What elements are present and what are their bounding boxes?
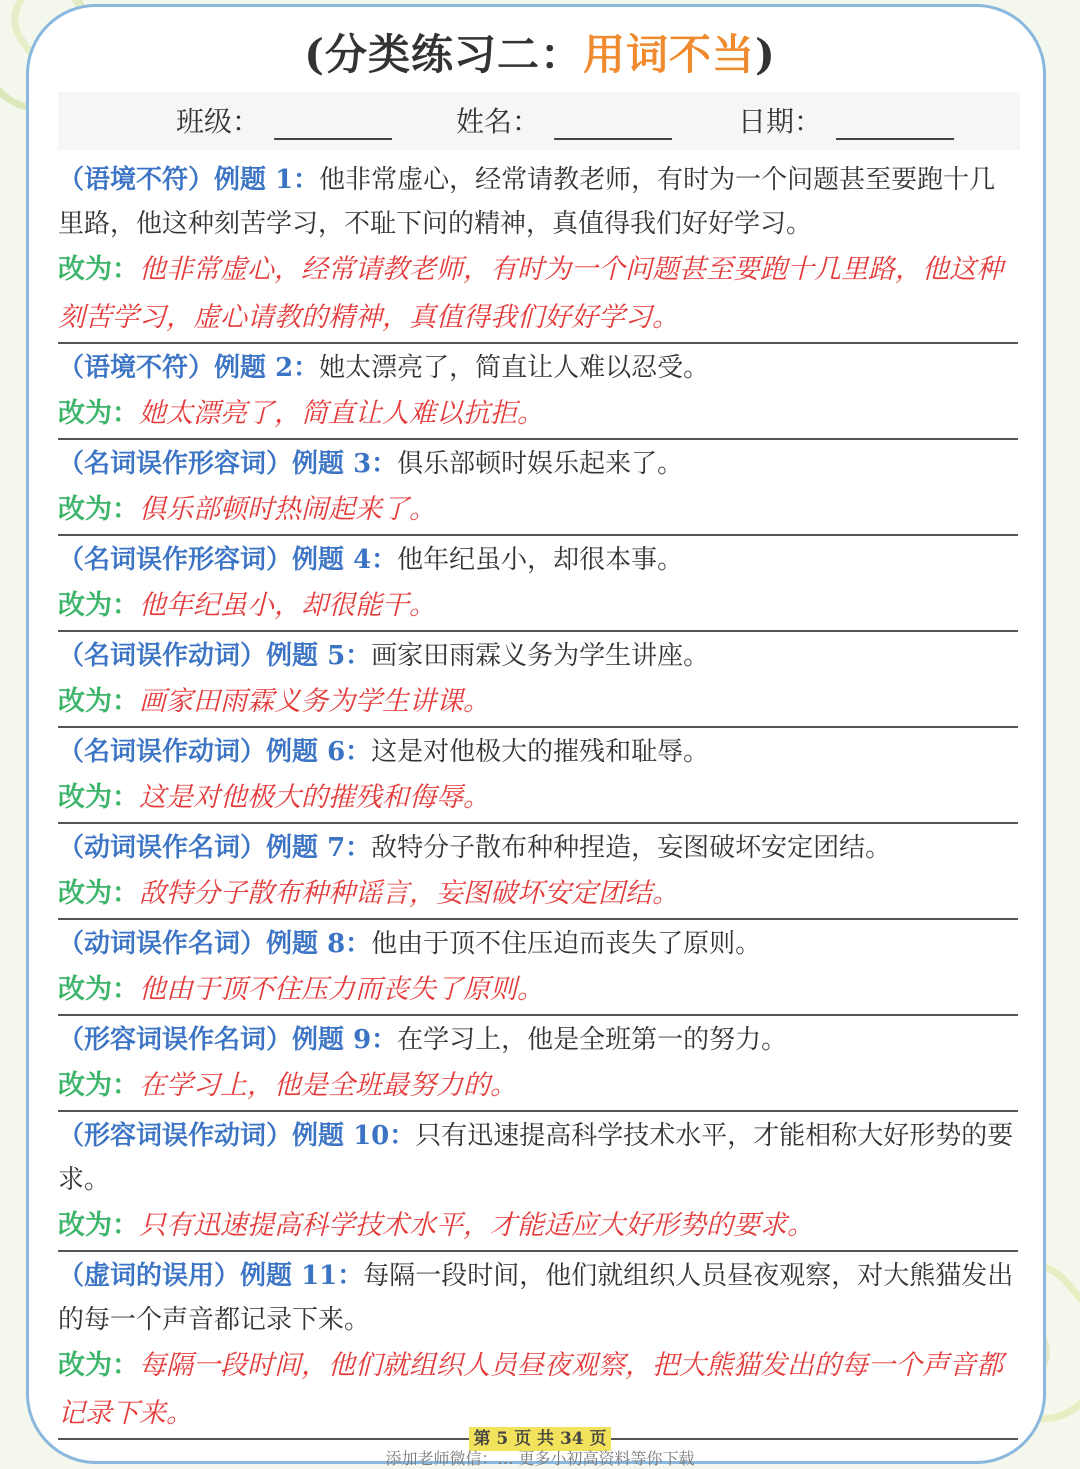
question-text: 他年纪虽小，却很本事。: [397, 545, 684, 575]
exercise-list: [58, 158, 1018, 1442]
category-label: （形容词误作名词）: [58, 1025, 293, 1055]
title-prefix: (分类练习二：: [304, 30, 583, 79]
answer-label: 改为：: [58, 686, 139, 717]
answer-label: 改为：: [58, 254, 139, 285]
answer: [58, 582, 1018, 632]
example-number: 例题 6：: [266, 737, 372, 767]
example-number: 例题 1：: [214, 165, 320, 195]
question-text: 她太漂亮了，简直让人难以忍受。: [319, 353, 710, 383]
title-suffix: ): [755, 30, 776, 79]
answer: [58, 1202, 1018, 1252]
example-number: 例题 9：: [292, 1025, 398, 1055]
category-label: （名词误作动词）: [58, 641, 267, 671]
question-text: 他由于顶不住压迫而丧失了原则。: [371, 929, 762, 959]
exercise-item: [58, 1254, 1018, 1440]
answer-label: 改为：: [58, 1210, 139, 1241]
example-number: 例题 7：: [266, 833, 372, 863]
question: [58, 1018, 1018, 1062]
exercise-item: [58, 158, 1018, 344]
answer-text: 在学习上，他是全班最努力的。: [139, 1070, 517, 1101]
name-blank[interactable]: [554, 108, 672, 140]
question-text: 他非常虚心，经常请教老师，有时为一个问题甚至要跑十几里路，他这种刻苦学习，不耻下问的精神，真值得我们好好学习。: [58, 165, 996, 239]
name-field: [456, 100, 672, 140]
answer: [58, 870, 1018, 920]
answer-text: 他由于顶不住压力而丧失了原则。: [139, 974, 544, 1005]
category-label: （名词误作形容词）: [58, 545, 293, 575]
answer-label: 改为：: [58, 590, 139, 621]
category-label: （语境不符）: [58, 165, 215, 195]
example-number: 例题 2：: [214, 353, 320, 383]
answer-text: 这是对他极大的摧残和侮辱。: [139, 782, 490, 813]
answer-label: 改为：: [58, 1070, 139, 1101]
page-title: [0, 22, 1080, 82]
answer: [58, 246, 1018, 344]
class-field: [176, 100, 392, 140]
answer-text: 只有迅速提高科学技术水平，才能适应大好形势的要求。: [139, 1210, 814, 1241]
example-number: 例题 8：: [266, 929, 372, 959]
answer-text: 他非常虚心，经常请教老师，有时为一个问题甚至要跑十几里路，他这种刻苦学习，虚心请教的精神，真值得我们好好学习。: [58, 254, 1003, 333]
answer: [58, 1062, 1018, 1112]
example-number: 例题 3：: [292, 449, 398, 479]
answer: [58, 390, 1018, 440]
question: [58, 1114, 1018, 1202]
question: [58, 538, 1018, 582]
answer-text: 他年纪虽小，却很能干。: [139, 590, 436, 621]
question: [58, 922, 1018, 966]
date-field: [738, 100, 954, 140]
answer-text: 俱乐部顿时热闹起来了。: [139, 494, 436, 525]
question-text: 只有迅速提高科学技术水平，才能相称大好形势的要求。: [58, 1121, 1014, 1195]
exercise-item: [58, 1018, 1018, 1112]
exercise-item: [58, 442, 1018, 536]
question: [58, 158, 1018, 246]
footer-note: 添加老师微信：… 更多小初高资料等你下载: [385, 1449, 695, 1468]
category-label: （语境不符）: [58, 353, 215, 383]
category-label: （动词误作名词）: [58, 929, 267, 959]
answer-label: 改为：: [58, 494, 139, 525]
answer-label: 改为：: [58, 1350, 139, 1381]
class-label: 班级：: [176, 105, 261, 138]
exercise-item: [58, 730, 1018, 824]
exercise-item: [58, 1114, 1018, 1252]
question: [58, 730, 1018, 774]
date-blank[interactable]: [836, 108, 954, 140]
question-text: 在学习上，他是全班第一的努力。: [397, 1025, 788, 1055]
question: [58, 826, 1018, 870]
answer-text: 敌特分子散布种种谣言，妄图破坏安定团结。: [139, 878, 679, 909]
category-label: （名词误作形容词）: [58, 449, 293, 479]
question-text: 画家田雨霖义务为学生讲座。: [371, 641, 710, 671]
question: [58, 1254, 1018, 1342]
answer: [58, 678, 1018, 728]
question-text: 每隔一段时间，他们就组织人员昼夜观察，对大熊猫发出的每一个声音都记录下来。: [58, 1261, 1014, 1335]
answer-text: 画家田雨霖义务为学生讲课。: [139, 686, 490, 717]
answer-label: 改为：: [58, 974, 139, 1005]
answer: [58, 486, 1018, 536]
answer: [58, 966, 1018, 1016]
question: [58, 634, 1018, 678]
title-highlight: 用词不当: [582, 30, 755, 79]
name-label: 姓名：: [456, 105, 541, 138]
example-number: 例题 4：: [292, 545, 398, 575]
example-number: 例题 5：: [266, 641, 372, 671]
question-text: 俱乐部顿时娱乐起来了。: [397, 449, 684, 479]
answer-text: 每隔一段时间，他们就组织人员昼夜观察，把大熊猫发出的每一个声音都记录下来。: [58, 1350, 1003, 1429]
answer-label: 改为：: [58, 782, 139, 813]
answer-text: 她太漂亮了，简直让人难以抗拒。: [139, 398, 544, 429]
page-number: 第 5 页 共 34 页: [0, 1424, 1080, 1449]
exercise-item: [58, 538, 1018, 632]
question-text: 敌特分子散布种种捏造，妄图破坏安定团结。: [371, 833, 892, 863]
exercise-item: [58, 922, 1018, 1016]
category-label: （虚词的误用）: [58, 1261, 241, 1291]
example-number: 例题 10：: [292, 1121, 416, 1151]
question: [58, 346, 1018, 390]
date-label: 日期：: [738, 105, 823, 138]
answer-label: 改为：: [58, 878, 139, 909]
category-label: （动词误作名词）: [58, 833, 267, 863]
exercise-item: [58, 826, 1018, 920]
answer-label: 改为：: [58, 398, 139, 429]
exercise-item: [58, 634, 1018, 728]
answer: [58, 774, 1018, 824]
example-number: 例题 11：: [240, 1261, 364, 1291]
category-label: （形容词误作动词）: [58, 1121, 293, 1151]
question: [58, 442, 1018, 486]
exercise-item: [58, 346, 1018, 440]
question-text: 这是对他极大的摧残和耻辱。: [371, 737, 710, 767]
category-label: （名词误作动词）: [58, 737, 267, 767]
class-blank[interactable]: [274, 108, 392, 140]
